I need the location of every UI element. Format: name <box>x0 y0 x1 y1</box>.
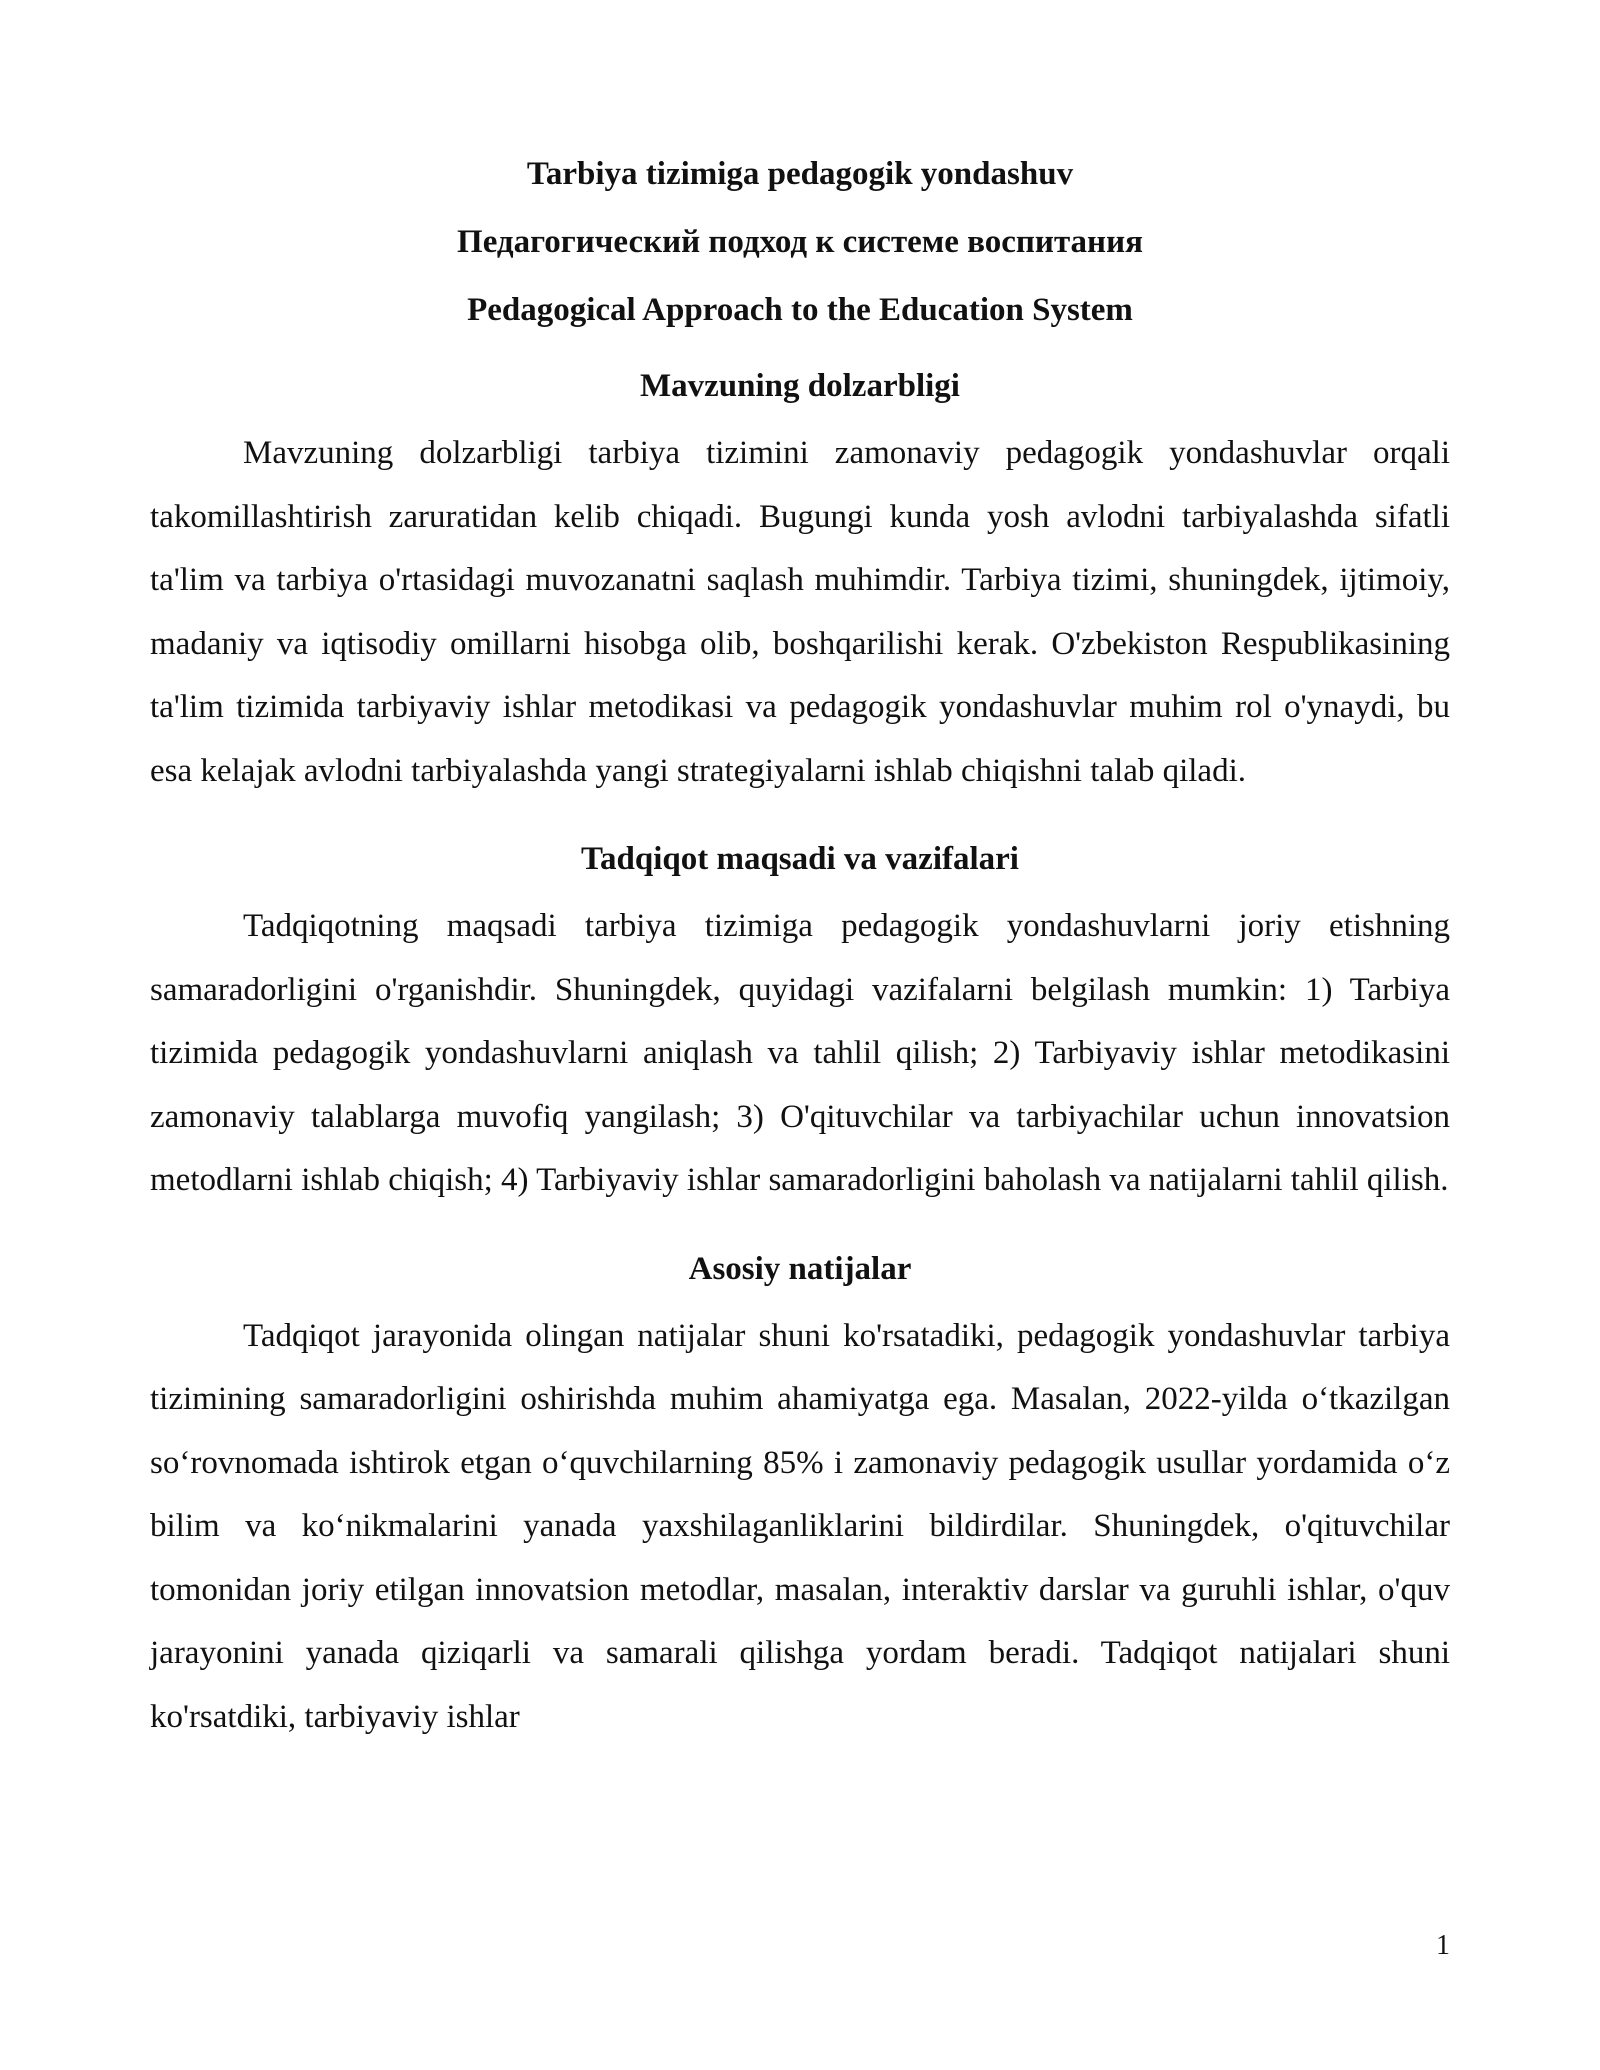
section-paragraph-goals: Tadqiqotning maqsadi tarbiya tizimiga pedagogik yondashuvlarni joriy etishning samaradorligini o'rganishdir. Shuningdek, quyidagi vazifalarni belgilash mumkin: 1) Tarbiya tizimida pedagogik yondashuvlarni aniqlash va tahlil qilish; 2) Tarbiyaviy ishlar metodikasini zamonaviy talablarga muvofiq yangilash; 3) O'qituvchilar va tarbiyachilar uchun innovatsion metodlarni ishlab chiqish; 4) Tarbiyaviy ishlar samaradorligini baholash va natijalarni tahlil qilish. <box>150 908 1450 1198</box>
page-content <box>150 140 1450 1749</box>
section-paragraph-relevance: Mavzuning dolzarbligi tarbiya tizimini zamonaviy pedagogik yondashuvlar orqali takomillashtirish zaruratidan kelib chiqadi. Bugungi kunda yosh avlodni tarbiyalashda sifatli ta'lim va tarbiya o'rtasidagi muvozanatni saqlash muhimdir. Tarbiya tizimi, shuningdek, ijtimoiy, madaniy va iqtisodiy omillarni hisobga olib, boshqarilishi kerak. O'zbekiston Respublikasining ta'lim tizimida tarbiyaviy ishlar metodikasi va pedagogik yondashuvlar muhim rol o'ynaydi, bu esa kelajak avlodni tarbiyalashda yangi strategiyalarni ishlab chiqishni talab qiladi. <box>150 435 1450 789</box>
title-russian: Педагогический подход к системе воспитания <box>457 224 1143 260</box>
section-relevance <box>150 350 1450 803</box>
title-uzbek: Tarbiya tizimiga pedagogik yondashuv <box>526 156 1074 192</box>
section-heading-goals: Tadqiqot maqsadi va vazifalari <box>581 841 1019 877</box>
section-paragraph-results: Tadqiqot jarayonida olingan natijalar shuni ko'rsatadiki, pedagogik yondashuvlar tarbiya tizimining samaradorligini oshirishda muhim ahamiyatga ega. Masalan, 2022-yilda oʻtkazilgan soʻrovnomada ishtirok etgan oʻquvchilarning 85% i zamonaviy pedagogik usullar yordamida oʻz bilim va koʻnikmalarini yanada yaxshilaganliklarini bildirdilar. Shuningdek, o'qituvchilar tomonidan joriy etilgan innovatsion metodlar, masalan, interaktiv darslar va guruhli ishlar, o'quv jarayonini yanada qiziqarli va samarali qilishga yordam beradi. Tadqiqot natijalari shuni ko'rsatdiki, tarbiyaviy ishlar <box>150 1317 1450 1735</box>
section-goals <box>150 823 1450 1213</box>
title-block <box>150 140 1450 344</box>
page-number: 1 <box>1436 1930 1450 1961</box>
section-heading-results: Asosiy natijalar <box>688 1250 912 1287</box>
section-results <box>150 1233 1450 1750</box>
section-heading-relevance: Mavzuning dolzarbligi <box>640 368 960 404</box>
title-english: Pedagogical Approach to the Education System <box>467 292 1133 328</box>
